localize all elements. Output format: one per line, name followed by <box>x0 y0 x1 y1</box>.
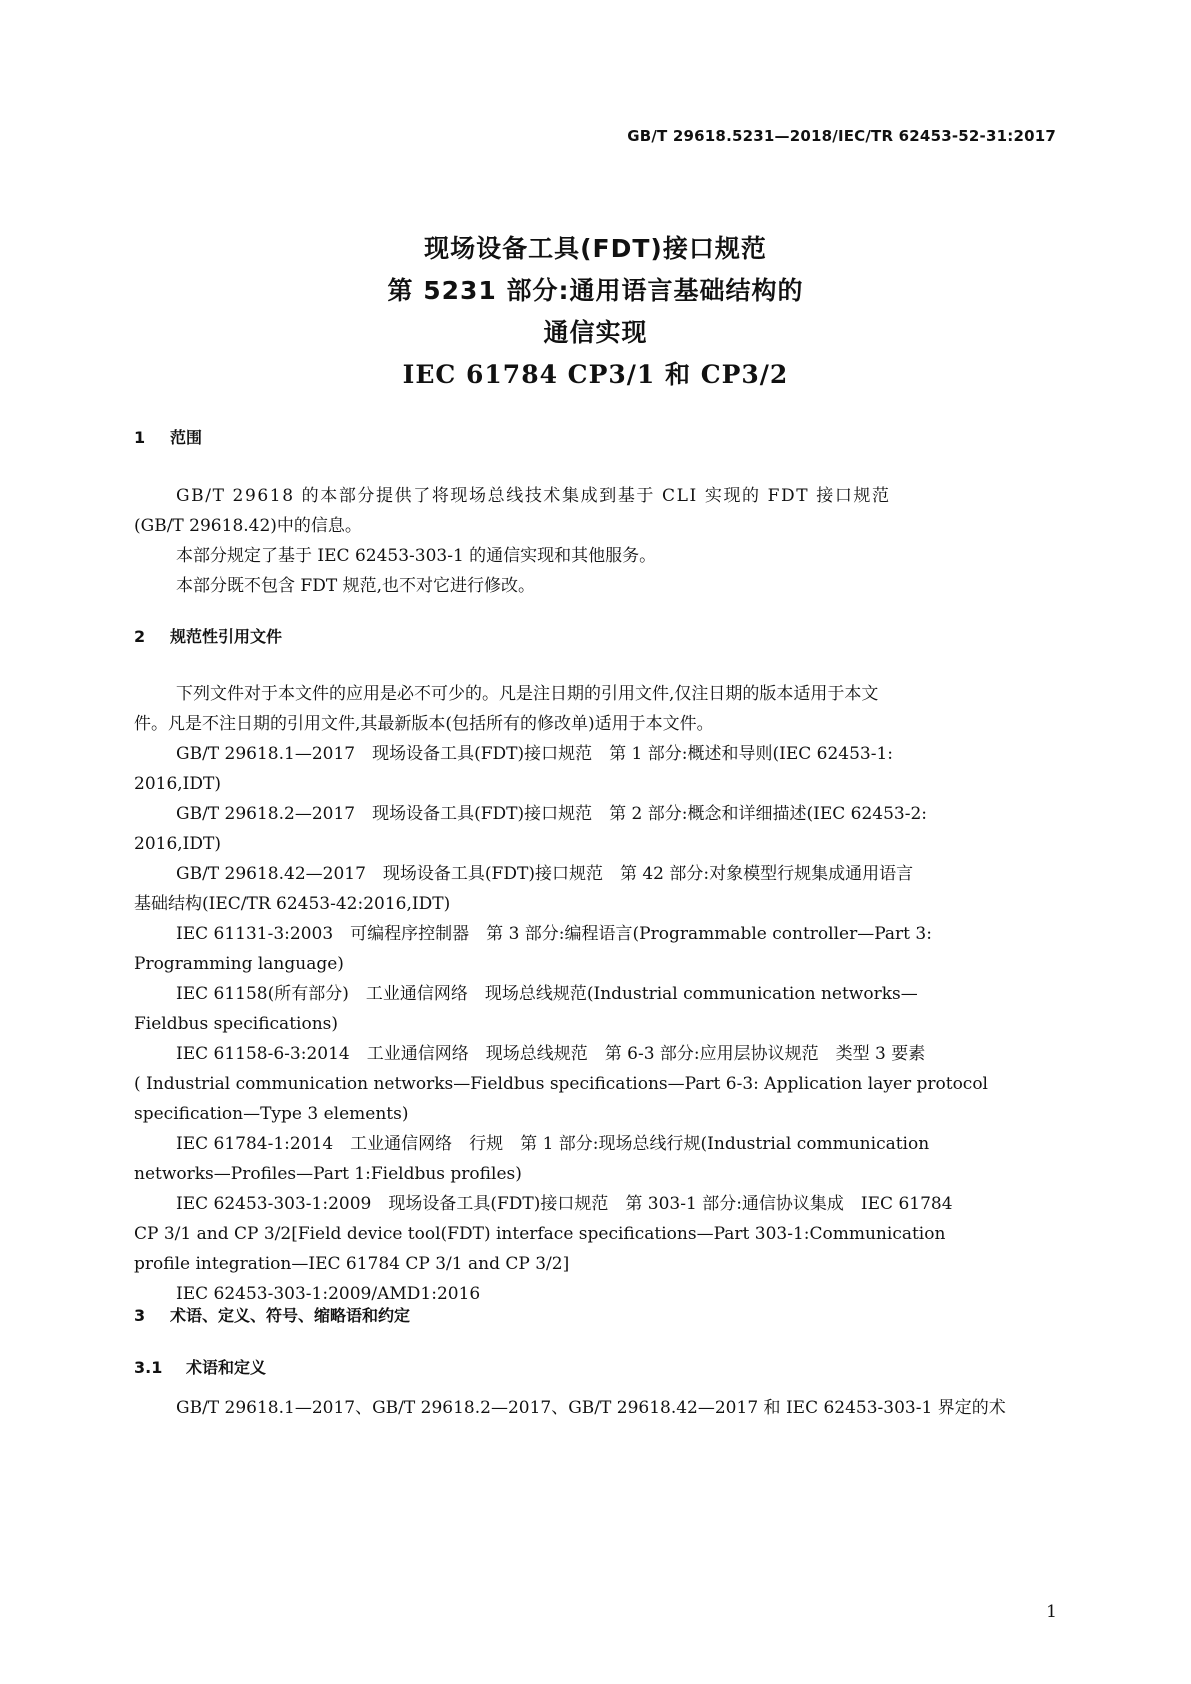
reference-entry: GB/T 29618.1—2017 现场设备工具(FDT)接口规范 第 1 部分:概述和导则(IEC 62453-1: <box>176 744 894 764</box>
section-3-1-title: 术语和定义 <box>186 1358 267 1377</box>
reference-entry: IEC 62453-303-1:2009/AMD1:2016 <box>176 1284 481 1304</box>
reference-entry-continued: 2016,IDT) <box>134 774 221 794</box>
standard-number-header: GB/T 29618.5231—2018/IEC/TR 62453-52-31:2017 <box>627 127 1056 145</box>
section-3-heading <box>134 1303 410 1326</box>
reference-entry: IEC 61784-1:2014 工业通信网络 行规 第 1 部分:现场总线行规(Industrial communication <box>176 1134 930 1154</box>
section-1-body <box>134 481 1054 601</box>
reference-entry-continued: CP 3/1 and CP 3/2[Field device tool(FDT) interface specifications—Part 303-1:Communication <box>134 1224 946 1244</box>
reference-entry-continued: profile integration—IEC 61784 CP 3/1 and CP 3/2] <box>134 1254 570 1274</box>
reference-entry: IEC 61158(所有部分) 工业通信网络 现场总线规范(Industrial communication networks— <box>176 984 918 1004</box>
title-line-3: 通信实现 <box>543 318 648 347</box>
section-2-title: 规范性引用文件 <box>170 627 283 646</box>
paragraph-line: GB/T 29618 的本部分提供了将现场总线技术集成到基于 CLI 实现的 FDT 接口规范 <box>176 486 891 506</box>
reference-entry-continued: 基础结构(IEC/TR 62453-42:2016,IDT) <box>134 894 451 914</box>
section-2-body <box>134 679 1054 1309</box>
document-title <box>0 228 1191 396</box>
section-3-number: 3 <box>134 1306 146 1325</box>
reference-entry-continued: ( Industrial communication networks—Fieldbus specifications—Part 6-3: Application layer protocol <box>134 1074 988 1094</box>
section-1-title: 范围 <box>170 428 203 447</box>
paragraph-line: 下列文件对于本文件的应用是必不可少的。凡是注日期的引用文件,仅注日期的版本适用于本文 <box>176 684 879 704</box>
paragraph-line: 本部分既不包含 FDT 规范,也不对它进行修改。 <box>176 576 535 596</box>
section-2-number: 2 <box>134 627 146 646</box>
title-line-2: 第 5231 部分:通用语言基础结构的 <box>387 276 804 305</box>
paragraph-line: 件。凡是不注日期的引用文件,其最新版本(包括所有的修改单)适用于本文件。 <box>134 714 714 734</box>
paragraph-line: 本部分规定了基于 IEC 62453-303-1 的通信实现和其他服务。 <box>176 546 657 566</box>
paragraph-line: GB/T 29618.1—2017、GB/T 29618.2—2017、GB/T 29618.42—2017 和 IEC 62453-303-1 界定的术 <box>176 1398 1006 1418</box>
section-3-title: 术语、定义、符号、缩略语和约定 <box>170 1306 411 1325</box>
section-3-1-number: 3.1 <box>134 1358 163 1377</box>
reference-entry: GB/T 29618.42—2017 现场设备工具(FDT)接口规范 第 42 部分:对象模型行规集成通用语言 <box>176 864 914 884</box>
title-line-1: 现场设备工具(FDT)接口规范 <box>424 234 767 263</box>
title-line-4: IEC 61784 CP3/1 和 CP3/2 <box>402 360 789 389</box>
reference-entry-continued: specification—Type 3 elements) <box>134 1104 409 1124</box>
reference-entry: IEC 61158-6-3:2014 工业通信网络 现场总线规范 第 6-3 部分:应用层协议规范 类型 3 要素 <box>176 1044 926 1064</box>
paragraph-line: (GB/T 29618.42)中的信息。 <box>134 516 362 536</box>
reference-entry-continued: Programming language) <box>134 954 344 974</box>
section-3-1-body <box>134 1393 1054 1423</box>
page-number: 1 <box>1046 1602 1057 1622</box>
reference-entry: GB/T 29618.2—2017 现场设备工具(FDT)接口规范 第 2 部分:概念和详细描述(IEC 62453-2: <box>176 804 928 824</box>
reference-entry-continued: Fieldbus specifications) <box>134 1014 338 1034</box>
section-2-heading <box>134 624 282 647</box>
section-3-1-heading <box>134 1355 266 1378</box>
reference-entry-continued: 2016,IDT) <box>134 834 221 854</box>
reference-entry: IEC 62453-303-1:2009 现场设备工具(FDT)接口规范 第 303-1 部分:通信协议集成 IEC 61784 <box>176 1194 953 1214</box>
section-1-heading <box>134 425 202 448</box>
reference-entry-continued: networks—Profiles—Part 1:Fieldbus profiles) <box>134 1164 522 1184</box>
reference-entry: IEC 61131-3:2003 可编程序控制器 第 3 部分:编程语言(Programmable controller—Part 3: <box>176 924 932 944</box>
section-1-number: 1 <box>134 428 146 447</box>
